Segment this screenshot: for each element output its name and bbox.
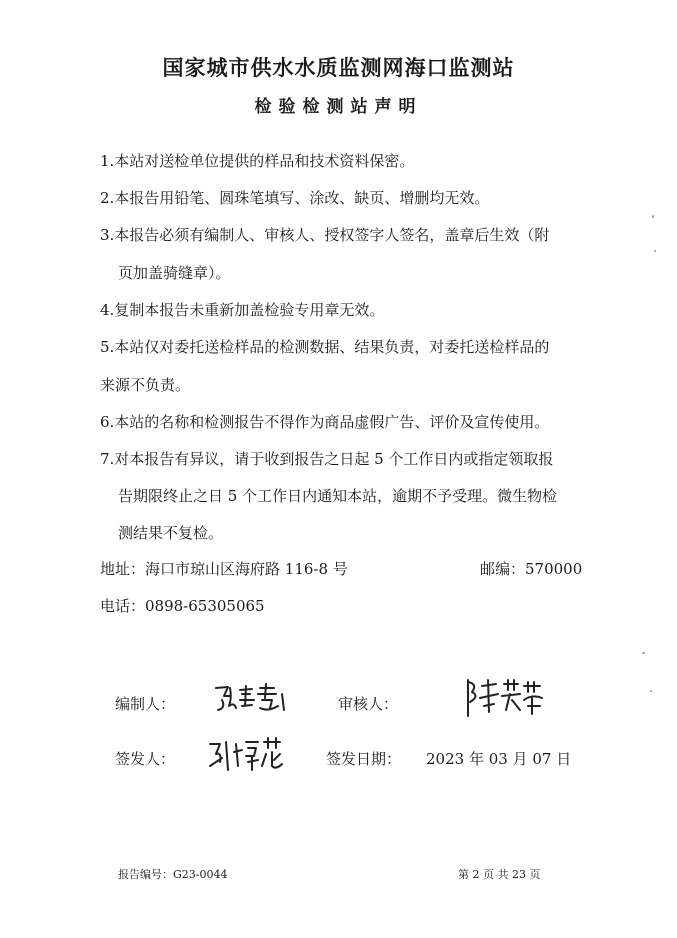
scan-speck bbox=[652, 215, 654, 218]
statement-7-cont: 告期限终止之日 5 个工作日内通知本站，逾期不予受理。微生物检 bbox=[118, 487, 558, 505]
statement-7-cont2: 测结果不复检。 bbox=[118, 524, 224, 542]
phone: 电话：0898-65305065 bbox=[100, 597, 265, 615]
reviewer-signature bbox=[462, 676, 548, 720]
document-title: 国家城市供水水质监测网海口监测站 bbox=[162, 55, 515, 80]
statement-5: 5.本站仅对委托送检样品的检测数据、结果负责，对委托送检样品的 bbox=[100, 338, 550, 356]
statement-7: 7.对本报告有异议，请于收到报告之日起 5 个工作日内或指定领取报 bbox=[100, 450, 554, 468]
document-subtitle: 检验检测站声明 bbox=[254, 97, 423, 117]
reviewer-label: 审核人： bbox=[338, 695, 399, 713]
statement-3: 3.本报告必须有编制人、审核人、授权签字人签名，盖章后生效（附 bbox=[100, 226, 550, 244]
statement-4: 4.复制本报告未重新加盖检验专用章无效。 bbox=[100, 301, 385, 319]
statement-6: 6.本站的名称和检测报告不得作为商品虚假广告、评价及宣传使用。 bbox=[100, 413, 550, 431]
scan-speck bbox=[654, 250, 656, 252]
statement-3-cont: 页加盖骑缝章）。 bbox=[118, 264, 231, 282]
report-number: 报告编号：G23-0044 bbox=[118, 868, 228, 881]
page-info: 第 2 页 共 23 页 bbox=[458, 868, 541, 881]
statement-5-cont: 来源不负责。 bbox=[100, 376, 191, 394]
issue-date-label: 签发日期： bbox=[326, 750, 402, 768]
scan-speck bbox=[650, 690, 652, 692]
compiler-label: 编制人： bbox=[115, 695, 176, 713]
address: 地址：海口市琼山区海府路 116-8 号 bbox=[100, 560, 348, 578]
issuer-signature bbox=[206, 736, 286, 774]
statement-1: 1.本站对送检单位提供的样品和技术资料保密。 bbox=[100, 152, 415, 170]
issuer-label: 签发人： bbox=[115, 750, 176, 768]
issue-date: 2023 年 03 月 07 日 bbox=[426, 750, 572, 768]
scan-speck bbox=[642, 652, 645, 654]
compiler-signature bbox=[212, 680, 292, 716]
statement-2: 2.本报告用铅笔、圆珠笔填写、涂改、缺页、增删均无效。 bbox=[100, 189, 490, 207]
postcode: 邮编：570000 bbox=[480, 560, 583, 578]
